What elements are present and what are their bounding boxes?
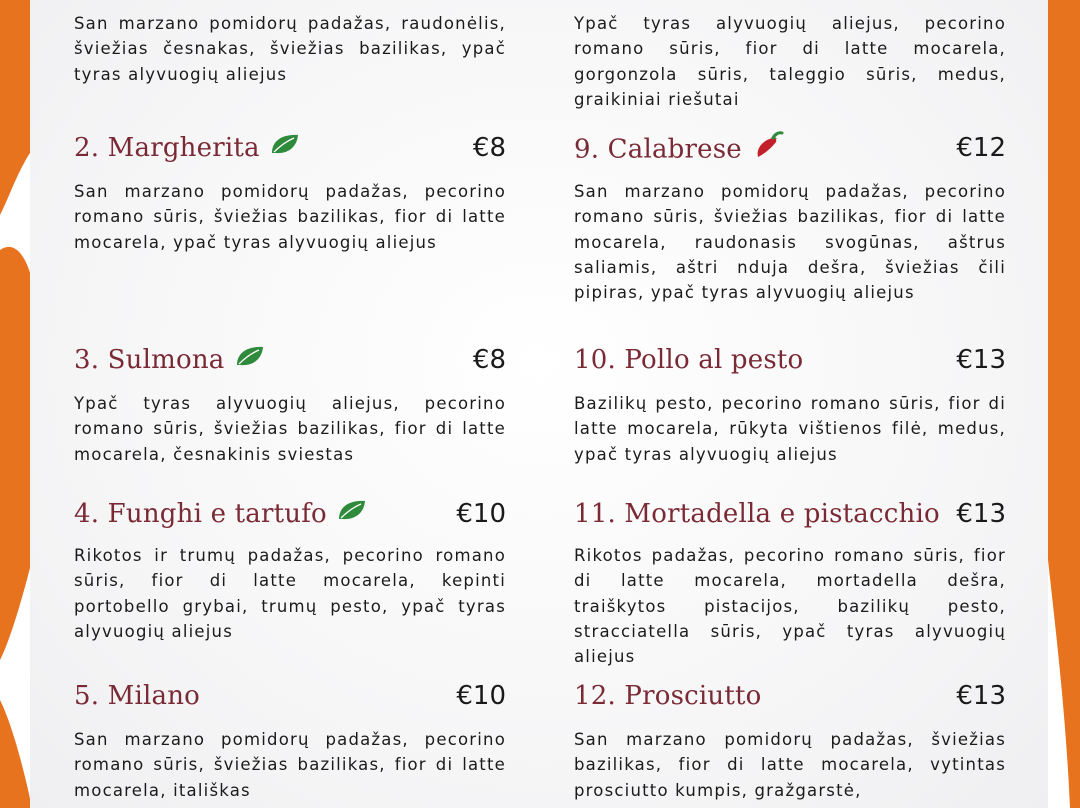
menu-item-description: San marzano pomidorų padažas, pecorino romano sūris, šviežias bazilikas, fior di latte mocarela, raudonasis svogūnas, aštrus saliamis, aštri nduja dešra, šviežias čili pipiras, ypač tyras alyvuogių aliejus	[574, 182, 1006, 303]
menu-item-price: €13	[956, 681, 1006, 711]
menu-item-price: €13	[956, 345, 1006, 375]
leaf-icon	[270, 130, 300, 164]
menu-item-margherita	[74, 131, 506, 255]
menu-item-title: 2. Margherita	[74, 131, 300, 166]
menu-item-calabrese	[574, 131, 1006, 305]
menu-item-sulmona	[74, 343, 506, 467]
menu-item-price: €13	[956, 499, 1006, 529]
menu-item-description: San marzano pomidorų padažas, šviežias bazilikas, fior di latte mocarela, vytintas prosciutto kumpis, gražgarstė,	[574, 730, 1006, 800]
menu-item-description: Ypač tyras alyvuogių aliejus, pecorino romano sūris, fior di latte mocarela, gorgonzola sūris, taleggio sūris, medus, graikiniai riešutai	[574, 14, 1006, 109]
chili-pepper-icon	[752, 129, 784, 168]
menu-item-price: €10	[456, 681, 506, 711]
leaf-icon	[337, 496, 367, 530]
menu-item-title: 11. Mortadella e pistacchio	[574, 499, 940, 529]
menu-item-title: 10. Pollo al pesto	[574, 345, 804, 375]
menu-item-pollo-al-pesto	[574, 343, 1006, 467]
menu-item-title: 3. Sulmona	[74, 343, 265, 378]
menu-item-price: €8	[472, 133, 506, 163]
menu-item-prosciutto	[574, 679, 1006, 803]
menu-item-description: Rikotos ir trumų padažas, pecorino romano sūris, fior di latte mocarela, kepinti portobello grybai, trumų pesto, ypač tyras alyvuogių aliejus	[74, 546, 506, 641]
menu-item-description: San marzano pomidorų padažas, pecorino romano sūris, šviežias bazilikas, fior di latte mocarela, itališkas	[74, 730, 506, 800]
menu-item-milano	[74, 679, 506, 803]
menu-item-description: Ypač tyras alyvuogių aliejus, pecorino romano sūris, šviežias bazilikas, fior di latte mocarela, česnakinis sviestas	[74, 394, 506, 464]
menu-item-title: 9. Calabrese	[574, 131, 784, 170]
leaf-icon	[235, 342, 265, 376]
menu-item-price: €10	[456, 499, 506, 529]
menu-item-funghi-e-tartufo	[74, 497, 506, 644]
menu-item-mortadella-e-pistacchio	[574, 497, 1006, 669]
menu-item-description: San marzano pomidorų padažas, pecorino romano sūris, šviežias bazilikas, fior di latte mocarela, ypač tyras alyvuogių aliejus	[74, 182, 506, 252]
menu-item-description: San marzano pomidorų padažas, raudonėlis, šviežias česnakas, šviežias bazilikas, ypač tyras alyvuogių aliejus	[74, 14, 506, 84]
menu-item-1-description-block	[74, 11, 506, 87]
menu-item-description: Rikotos padažas, pecorino romano sūris, fior di latte mocarela, mortadella dešra, traiškytos pistacijos, bazilikų pesto, stracciatella sūris, ypač tyras alyvuogių aliejus	[574, 546, 1006, 667]
menu-item-title: 12. Prosciutto	[574, 681, 762, 711]
menu-item-title: 4. Funghi e tartufo	[74, 497, 367, 532]
menu-item-price: €12	[956, 133, 1006, 163]
menu-item-price: €8	[472, 345, 506, 375]
menu-item-description: Bazilikų pesto, pecorino romano sūris, fior di latte mocarela, rūkyta vištienos filė, medus, ypač tyras alyvuogių aliejus	[574, 394, 1006, 464]
menu-item-title: 5. Milano	[74, 681, 201, 711]
menu-item-8-description-block	[574, 11, 1006, 112]
